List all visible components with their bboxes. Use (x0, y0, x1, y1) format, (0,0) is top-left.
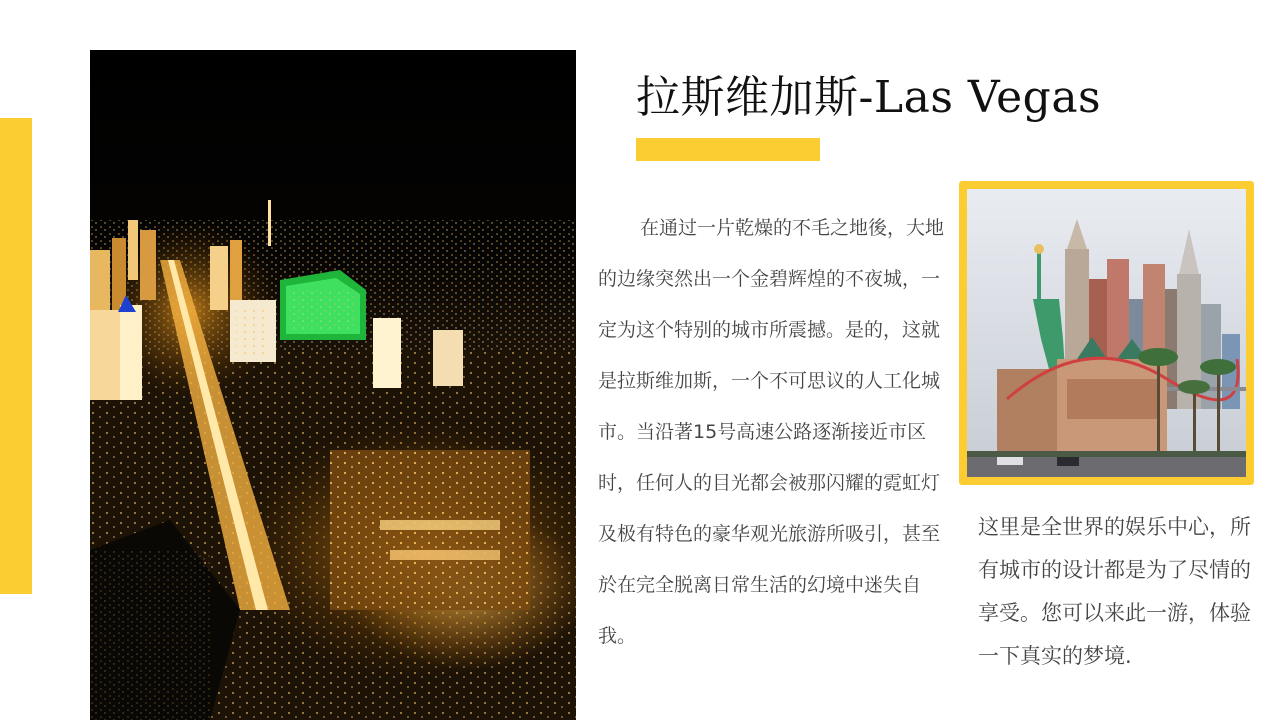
left-accent-bar (0, 118, 32, 594)
body-paragraph: 在通过一片乾燥的不毛之地後，大地的边缘突然出一个金碧辉煌的不夜城，一定为这个特别的城市所震撼。是的，这就是拉斯维加斯，一个不可思议的人工化城市。当沿著15号高速公路逐渐接近市区时，任何人的目光都会被那闪耀的霓虹灯及极有特色的豪华观光旅游所吸引，甚至於在完全脱离日常生活的幻境中迷失自我。 (598, 217, 945, 647)
title-underline (636, 138, 820, 161)
las-vegas-night-photo (90, 50, 576, 720)
slide-title: 拉斯维加斯-Las Vegas (636, 72, 1102, 123)
new-york-new-york-casino-photo (967, 189, 1246, 477)
city-photo-frame (959, 181, 1254, 485)
side-paragraph: 这里是全世界的娱乐中心，所有城市的设计都是为了尽情的享受。您可以来此一游，体验一下真实的梦境. (978, 515, 1251, 668)
